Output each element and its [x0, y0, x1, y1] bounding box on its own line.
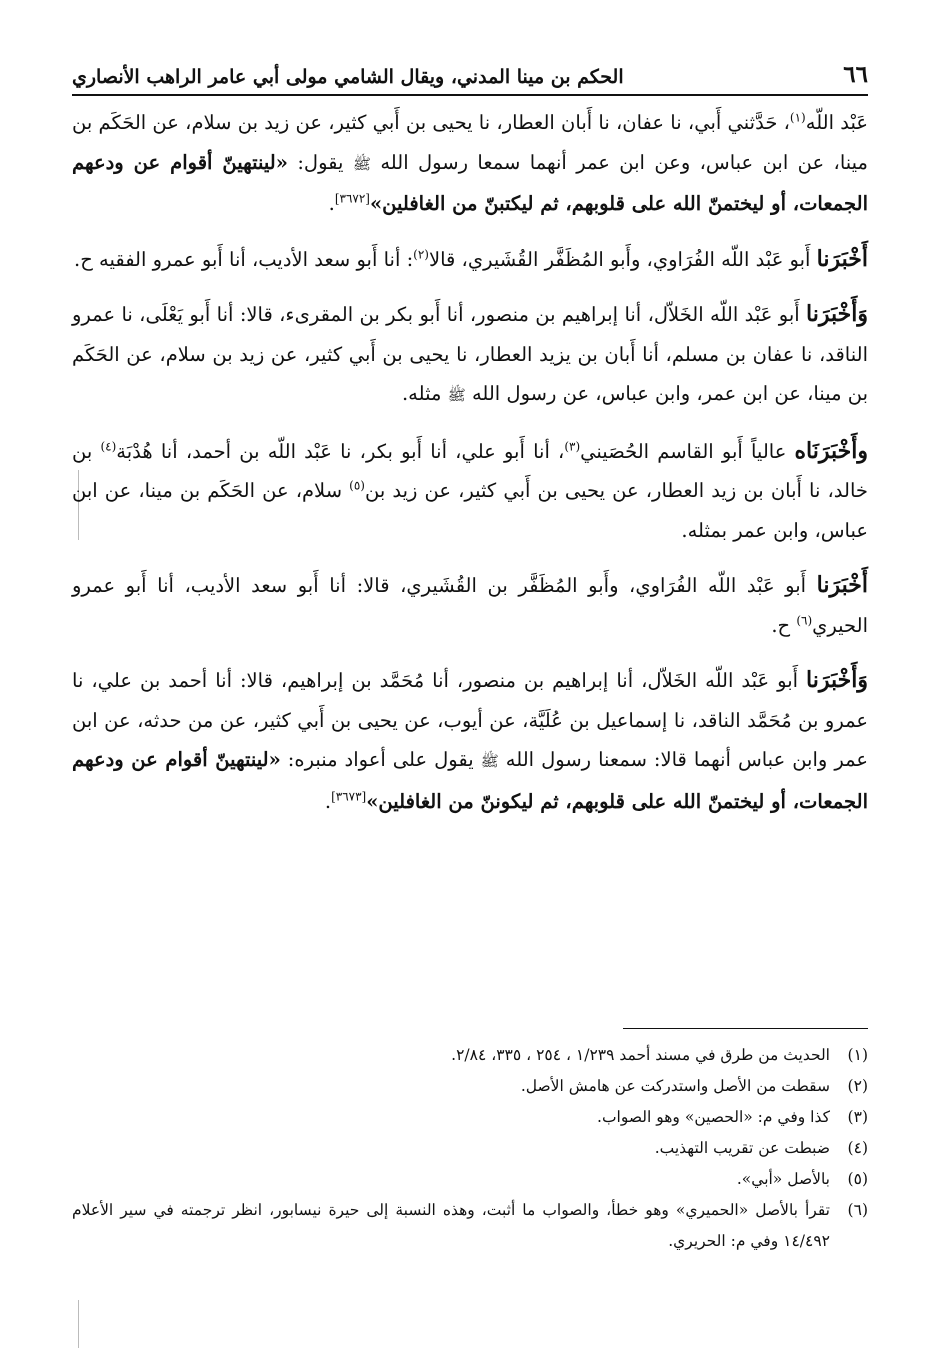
- paragraph-4: [72, 432, 868, 551]
- main-text: [72, 103, 868, 837]
- text-span: بن خالد، نا أَبان بن زيد العطار، عن يحيى بن أَبي كثير، عن زيد بن: [72, 439, 868, 502]
- hadith-number: [٣٦٧٢]: [334, 191, 370, 206]
- page-header: [72, 48, 868, 96]
- footnote-text: ضبطت عن تقريب التهذيب.: [654, 1139, 830, 1157]
- paragraph-5: [72, 566, 868, 645]
- text-span: ح.: [771, 613, 797, 637]
- paragraph-1: [72, 103, 868, 224]
- footnote-ref-2[interactable]: (٢): [413, 247, 429, 261]
- paragraph-2: [72, 240, 868, 280]
- hadith-quote: «لينتهينّ أقوام عن ودعهم الجمعات، أو ليختمنّ الله على قلوبهم، ثم ليكوننّ من الغافلين»: [72, 748, 868, 813]
- page-number: ٦٦: [843, 61, 868, 88]
- footnote-number: (٤): [847, 1139, 868, 1157]
- footnote-text: الحديث من طرق في مسند أحمد ١/٢٣٩ ، ٢٥٤ ، ٣٣٥، ٢/٨٤.: [451, 1046, 830, 1064]
- footnote-text: سقطت من الأصل واستدركت عن هامش الأصل.: [520, 1077, 830, 1095]
- running-title: الحكم بن مينا المدني، ويقال الشامي مولى أبي عامر الراهب الأنصاري: [72, 66, 624, 88]
- footnote-ref-4[interactable]: (٤): [100, 439, 117, 453]
- footnote-text: كذا وفي م: «الحصين» وهو الصواب.: [597, 1108, 830, 1126]
- isnad-lead: وأَخْبَرَنَاه: [794, 437, 868, 464]
- footnotes: [72, 1040, 868, 1257]
- salla-glyph: ﷺ: [447, 386, 466, 404]
- text-span: أَبو عَبْد اللّه الخَلاّل، أنا إبراهيم بن منصور، أنا أَبو بكر بن المقرىء، قالا: أنا أَبو يَعْلَى، نا عمرو الناقد، نا عفان بن مسلم، أنا أَبان بن يزيد العطار، نا يحيى بن أَبي كثير، عن زيد بن سلام، عن الحَكَم بن مينا، عن ابن عمر، وابن عباس، عن رسول الله: [72, 303, 868, 405]
- isnad-lead: وَأَخْبَرَنا: [806, 667, 868, 693]
- footnote-2: [72, 1071, 868, 1102]
- text-span: ، أنا أَبو علي، أنا أَبو بكر، نا عَبْد اللّه بن أحمد، أنا هُدْبَة: [116, 439, 565, 463]
- text-span: عالياً أَبو القاسم الحُصَيني: [580, 439, 795, 463]
- footnote-number: (٥): [847, 1170, 868, 1188]
- text-span: أَبو عَبْد اللّه الفُرَاوي، وأَبو المُظَفَّر بن القُشَيري، قالا: أنا أَبو سعد الأديب، أنا أَبو عمرو الحيري: [72, 574, 868, 637]
- salla-glyph: ﷺ: [352, 154, 371, 173]
- text-span: سلام، عن الحَكَم بن مينا، عن ابن عباس، وابن عمر بمثله.: [72, 479, 868, 542]
- paragraph-6: [72, 661, 868, 821]
- text-span: : أنا أَبو سعد الأديب، أنا أَبو عمرو الفقيه ح.: [74, 247, 414, 271]
- hadith-quote: «لينتهينّ أقوام عن ودعهم الجمعات، أو ليختمنّ الله على قلوبهم، ثم ليكتبنّ من الغافلين»: [72, 150, 868, 215]
- text-span: عَبْد اللّه: [805, 111, 868, 134]
- footnote-number: (٣): [847, 1108, 868, 1126]
- footnote-ref-5[interactable]: (٥): [349, 478, 365, 493]
- text-span: أَبو عَبْد اللّه الخَلاّل، أنا إبراهيم بن منصور، أنا مُحَمَّد بن إبراهيم، قالا: أنا أحمد بن علي، نا عمرو بن مُحَمَّد الناقد، نا إسماعيل بن عُلَيَّة، عن أيوب، عن يحيى بن أَبي كثير، عن من حدثه، عن ابن عمر وابن عباس أنهما قالا: سمعنا رسول الله: [72, 669, 868, 771]
- footnote-text: بالأصل «أبي».: [736, 1170, 830, 1188]
- footnote-ref-3[interactable]: (٣): [564, 439, 581, 453]
- isnad-lead: أَخْبَرَنا: [816, 572, 868, 598]
- isnad-lead: أَخْبَرَنا: [816, 245, 868, 272]
- text-span: مثله.: [401, 382, 448, 405]
- text-span: .: [328, 192, 335, 215]
- text-span: يقول على أعواد منبره:: [280, 748, 481, 771]
- text-span: .: [324, 789, 332, 813]
- footnote-number: (١): [847, 1046, 868, 1064]
- footnote-number: (٢): [847, 1077, 868, 1095]
- footnote-1: [72, 1040, 868, 1071]
- footnote-text: تقرأ بالأصل «الحميري» وهو خطأ، والصواب ما أثبت، وهذه النسبة إلى حيرة نيسابور، انظر ترجمته في سير الأعلام ١٤/٤٩٢ وفي م: الحريري.: [72, 1201, 830, 1250]
- isnad-lead: وَأَخْبَرَنا: [806, 301, 868, 327]
- footnote-3: [72, 1102, 868, 1133]
- footnote-5: [72, 1164, 868, 1195]
- text-span: أَبو عَبْد اللّه الفُرَاوي، وأَبو المُظَفَّر القُشَيري، قالا: [428, 247, 817, 271]
- text-span: ، حَدَّثني أَبي، نا عفان، نا أَبان العطار، نا يحيى بن أَبي كثير، عن زيد بن سلام، عن الحَكَم بن مينا، عن ابن عباس، وعن ابن عمر أنهما سمعا رسول الله: [72, 111, 868, 174]
- hadith-number: [٣٦٧٣]: [331, 789, 367, 803]
- salla-glyph: ﷺ: [480, 752, 499, 770]
- footnote-6: [72, 1195, 868, 1257]
- text-span: يقول:: [287, 150, 353, 174]
- footnote-4: [72, 1133, 868, 1164]
- footnote-ref-1[interactable]: (١): [789, 110, 806, 125]
- paragraph-3: [72, 295, 868, 416]
- footnote-number: (٦): [847, 1201, 868, 1219]
- scan-margin-line: [78, 1300, 79, 1348]
- footnote-ref-6[interactable]: (٦): [796, 613, 813, 627]
- footnote-separator: [623, 1028, 868, 1029]
